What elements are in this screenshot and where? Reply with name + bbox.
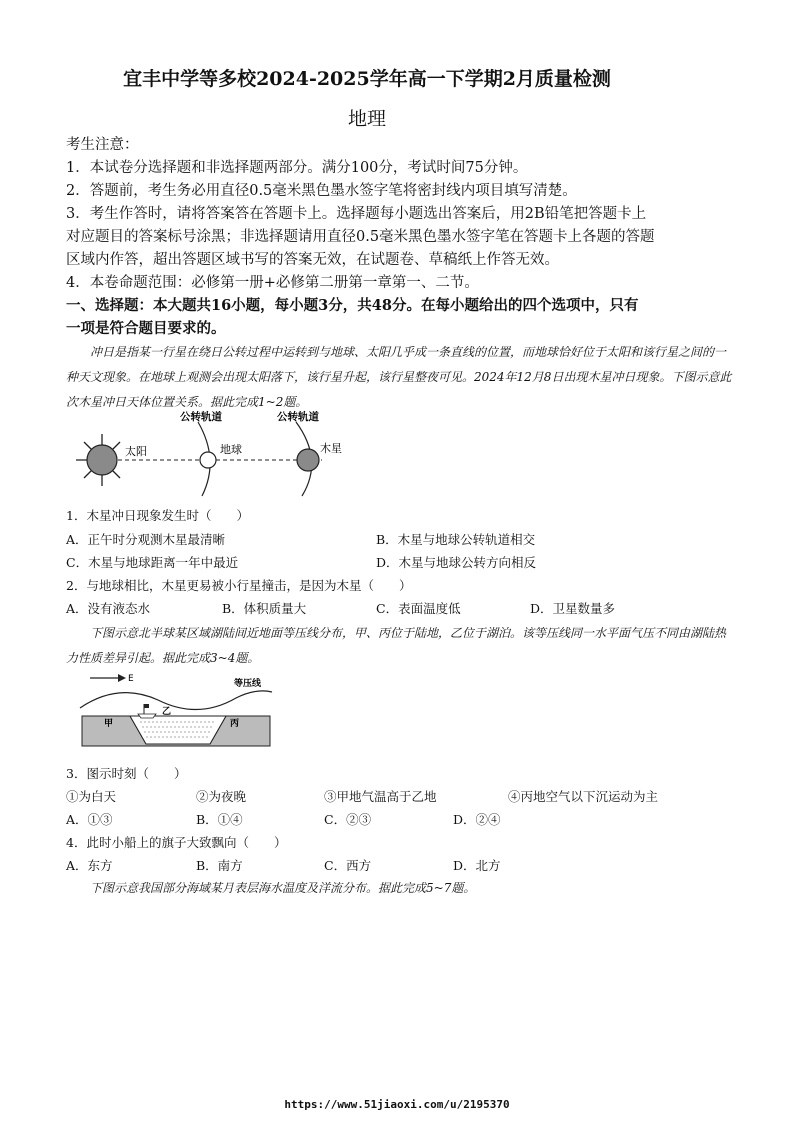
figure-jupiter-opposition [70,408,370,500]
question-1-option-a: A．正午时分观测木星最清晰 [66,532,226,547]
question-3-option-c: C．②③ [324,812,372,827]
label-orbit-2: 公转轨道 [277,411,319,423]
question-4-stem: 4．此时小船上的旗子大致飘向（ ） [66,835,287,850]
question-1-stem: 1．木星冲日现象发生时（ ） [66,508,249,523]
notice-item-3-cont: 对应题目的答案标号涂黑；非选择题请用直径0.5毫米黑色墨水签字笔在答题卡上各题的答题 [66,229,655,245]
label-jupiter: 木星 [320,442,342,455]
isobar-curve [80,691,272,710]
label-bing: 丙 [230,719,240,729]
label-east: E [128,674,134,684]
question-4-option-d: D．北方 [453,858,501,873]
notice-heading: 考生注意： [66,137,139,153]
question-3-option-b: B．①④ [196,812,243,827]
label-sun: 太阳 [125,445,147,458]
label-jia: 甲 [104,719,114,729]
question-2-stem: 2．与地球相比，木星更易被小行星撞击，是因为木星（ ） [66,578,412,593]
notice-item-3-end: 区域内作答，超出答题区域书写的答案无效，在试题卷、草稿纸上作答无效。 [66,252,559,268]
notice-item-4: 4．本卷命题范围：必修第一册+必修第二册第一章第一、二节。 [66,275,479,291]
passage-3: 下图示意我国部分海域某月表层海水温度及洋流分布。据此完成5~7题。 [90,881,476,895]
exam-title: 宜丰中学等多校2024-2025学年高一下学期2月质量检测 [123,68,611,90]
boat-flag-icon [138,704,156,718]
question-1-option-d: D．木星与地球公转方向相反 [376,555,537,570]
east-arrow-head [118,674,126,682]
question-2-option-b: B．体积质量大 [222,601,307,616]
question-3-option-d: D．②④ [453,812,501,827]
sun-icon [76,434,120,486]
question-3-statement-2: ②为夜晚 [196,789,247,804]
passage-1: 冲日是指某一行星在绕日公转过程中运转到与地球、太阳几乎成一条直线的位置，而地球恰好位于太阳和该行星之间的一种天文现象。在地球上观测会出现太阳落下，该行星升起，该行星整夜可见。2024年12月8日出现木星冲日现象。下图示意此次木星冲日天体位置关系。据此完成1~2题。 [66,345,732,409]
question-2-option-c: C．表面温度低 [376,601,461,616]
exam-subject: 地理 [347,108,386,130]
question-3-stem: 3．图示时刻（ ） [66,766,187,781]
label-orbit-1: 公转轨道 [180,411,222,423]
label-yi: 乙 [162,707,172,717]
lake [130,716,226,744]
label-earth: 地球 [220,443,242,456]
question-4-option-a: A．东方 [66,858,113,873]
notice-item-3: 3．考生作答时，请将答案答在答题卡上。选择题每小题选出答案后，用2B铅笔把答题卡上 [66,206,647,222]
question-3-statement-3: ③甲地气温高于乙地 [324,789,437,804]
question-1-option-b: B．木星与地球公转轨道相交 [376,532,536,547]
jupiter-icon [297,449,319,471]
section-heading-cont: 一项是符合题目要求的。 [66,320,226,337]
question-4-option-c: C．西方 [324,858,372,873]
section-heading: 一、选择题：本大题共16小题，每小题3分，共48分。在每小题给出的四个选项中，只有 [66,297,639,314]
label-isobar: 等压线 [234,679,262,689]
footer-url[interactable]: https://www.51jiaoxi.com/u/2195370 [284,1098,510,1111]
question-1-option-c: C．木星与地球距离一年中最近 [66,555,239,570]
notice-item-1: 1．本试卷分选择题和非选择题两部分。满分100分，考试时间75分钟。 [66,160,528,176]
question-3-statement-4: ④丙地空气以下沉运动为主 [508,789,659,804]
notice-item-2: 2．答题前，考生务必用直径0.5毫米黑色墨水签字笔将密封线内项目填写清楚。 [66,183,577,199]
question-2-option-d: D．卫星数量多 [530,601,616,616]
passage-2: 下图示意北半球某区域湖陆间近地面等压线分布，甲、丙位于陆地，乙位于湖泊。该等压线同一水平面气压不同由湖陆热力性质差异引起。据此完成3~4题。 [66,626,727,665]
figure-lake-isobar [78,670,274,750]
question-3-statement-1: ①为白天 [66,789,117,804]
question-2-option-a: A．没有液态水 [66,601,151,616]
earth-icon [200,452,216,468]
question-4-option-b: B．南方 [196,858,243,873]
question-3-option-a: A．①③ [66,812,113,827]
